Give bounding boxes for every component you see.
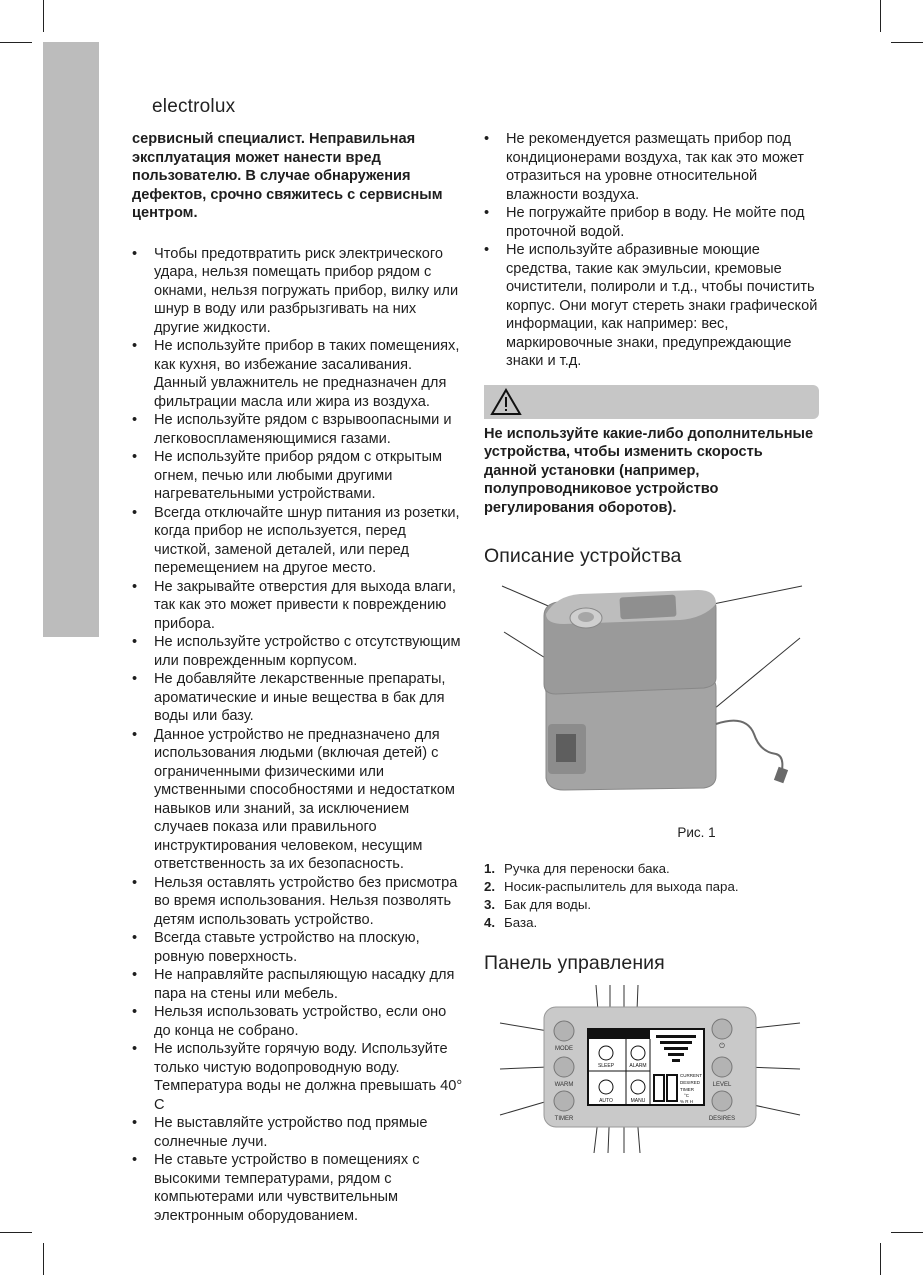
crop-mark <box>0 1232 32 1233</box>
list-item: • Не погружайте прибор в воду. Не мойте под проточной водой. <box>484 204 819 241</box>
list-item: 2. Носик-распылитель для выхода пара. <box>484 879 739 894</box>
desires-label: DESIRES <box>708 1115 736 1122</box>
list-item: • Не используйте устройство с отсутствующим или поврежденным корпусом. <box>132 633 464 670</box>
right-column <box>484 130 819 1153</box>
list-item: • Всегда отключайте шнур питания из розетки, когда прибор не используется, перед чисткой, заменой деталей, или перед перемещением на другое место. <box>132 504 464 578</box>
side-tab <box>43 42 99 637</box>
list-item: • Не ставьте устройство в помещениях с высокими температурами, рядом с компьютерами или чувствительным электронным оборудованием. <box>132 1151 464 1225</box>
lcd-celsius-label: °C <box>684 1092 690 1098</box>
lcd-manu-label: MANU <box>630 1097 646 1104</box>
level-button <box>712 1057 732 1077</box>
list-item: • Не используйте рядом с взрывоопасными и легковоспламеняющимися газами. <box>132 411 464 448</box>
safety-list <box>132 245 464 1226</box>
crop-mark <box>43 1243 44 1275</box>
list-item: • Не выставляйте устройство под прямые солнечные лучи. <box>132 1114 464 1151</box>
lcd-sleep-label: SLEEP <box>597 1062 615 1069</box>
safety-list-continued <box>484 130 819 371</box>
list-item: • Нельзя использовать устройство, если оно до конца не собрано. <box>132 1003 464 1040</box>
list-item: 1. Ручка для переноски бака. <box>484 861 670 876</box>
lcd-auto-label: AUTO <box>599 1097 613 1104</box>
control-panel-figure <box>484 983 819 1153</box>
list-item: • Всегда ставьте устройство на плоскую, ровную поверхность. <box>132 929 464 966</box>
list-item: • Не используйте абразивные моющие средства, такие как эмульсии, кремовые очистители, полироли и т.д., чтобы почистить корпус. Они могут стереть знаки графической информации, как например: вес, маркировочные знаки, предупреждающие знаки и т.д. <box>484 241 819 371</box>
crop-mark <box>891 1232 923 1233</box>
parts-list <box>484 860 819 932</box>
list-item: • Не используйте прибор рядом с открытым огнем, печью или любыми другими нагревательными устройствами. <box>132 448 464 504</box>
power-button <box>712 1019 732 1039</box>
warning-banner <box>484 385 819 419</box>
list-item: • Не закрывайте отверстия для выхода влаги, так как это может привести к повреждению прибора. <box>132 578 464 634</box>
list-item: 3. Бак для воды. <box>484 897 592 912</box>
panel-section-title: Панель управления <box>484 952 665 974</box>
lcd-rh-label: % R H <box>680 1098 694 1104</box>
figure-caption: Рис. 1 <box>677 824 716 840</box>
lcd-current-label: CURRENT <box>680 1072 702 1078</box>
list-item: 4. База. <box>484 915 538 930</box>
warm-label: WARM <box>554 1081 574 1088</box>
list-item: • Данное устройство не предназначено для использования людьми (включая детей) с ограниченными физическими или умственными способностями и недостатком навыков или знаний, за исключением случаев показа или правильного инструктирования человеком, несущим ответственность за их безопасность. <box>132 726 464 874</box>
power-label: ⏻ <box>719 1042 725 1050</box>
device-figure <box>484 574 819 820</box>
lcd-desired-label: DESIRED <box>680 1079 701 1085</box>
warning-triangle-icon <box>490 388 522 416</box>
mode-button <box>554 1021 574 1041</box>
timer-button <box>554 1091 574 1111</box>
crop-mark <box>880 0 881 32</box>
crop-mark <box>880 1243 881 1275</box>
warm-button <box>554 1057 574 1077</box>
humidifier-illustration <box>484 574 819 820</box>
list-item: • Не используйте прибор в таких помещениях, как кухня, во избежание засаливания. Данный увлажнитель не предназначен для фильтрации масла или жира из воздуха. <box>132 337 464 411</box>
list-item: • Чтобы предотвратить риск электрического удара, нельзя помещать прибор рядом с окнами, нельзя погружать прибор, вилку или шнур в воду или разбрызгивать на них другие жидкости. <box>132 245 464 338</box>
list-item: • Не добавляйте лекарственные препараты, ароматические и иные вещества в бак для воды или базу. <box>132 670 464 726</box>
level-label: LEVEL <box>712 1081 732 1088</box>
warning-text: Не используйте какие-либо дополнительные устройства, чтобы изменить скорость данной установки (например, полупроводниковое устройство регулирования оборотов). <box>484 425 814 516</box>
list-item: • Не используйте горячую воду. Используйте только чистую водопроводную воду. Температура воды не должна превышать 40° С <box>132 1040 464 1114</box>
left-column <box>132 130 464 1225</box>
list-item: • Не направляйте распыляющую насадку для пара на стены или мебель. <box>132 966 464 1003</box>
lcd-timer-label: TIMER <box>680 1086 694 1092</box>
crop-mark <box>891 42 923 43</box>
brand-logo: electrolux <box>152 96 236 117</box>
list-item: • Не рекомендуется размещать прибор под кондиционерами воздуха, так как это может отразиться на уровне относительной влажности воздуха. <box>484 130 819 204</box>
lcd-alarm-label: ALARM <box>629 1062 647 1069</box>
crop-mark <box>43 0 44 32</box>
device-section-title: Описание устройства <box>484 545 682 567</box>
control-panel-illustration <box>484 983 819 1153</box>
list-item: • Нельзя оставлять устройство без присмотра во время использования. Нельзя позволять детям использовать устройство. <box>132 874 464 930</box>
mode-label: MODE <box>555 1045 573 1052</box>
timer-label: TIMER <box>554 1115 574 1122</box>
crop-mark <box>0 42 32 43</box>
intro-warning: сервисный специалист. Неправильная эксплуатация может нанести вред пользователю. В случае обнаружения дефектов, срочно свяжитесь с сервисным центром. <box>132 131 443 221</box>
desires-button <box>712 1091 732 1111</box>
